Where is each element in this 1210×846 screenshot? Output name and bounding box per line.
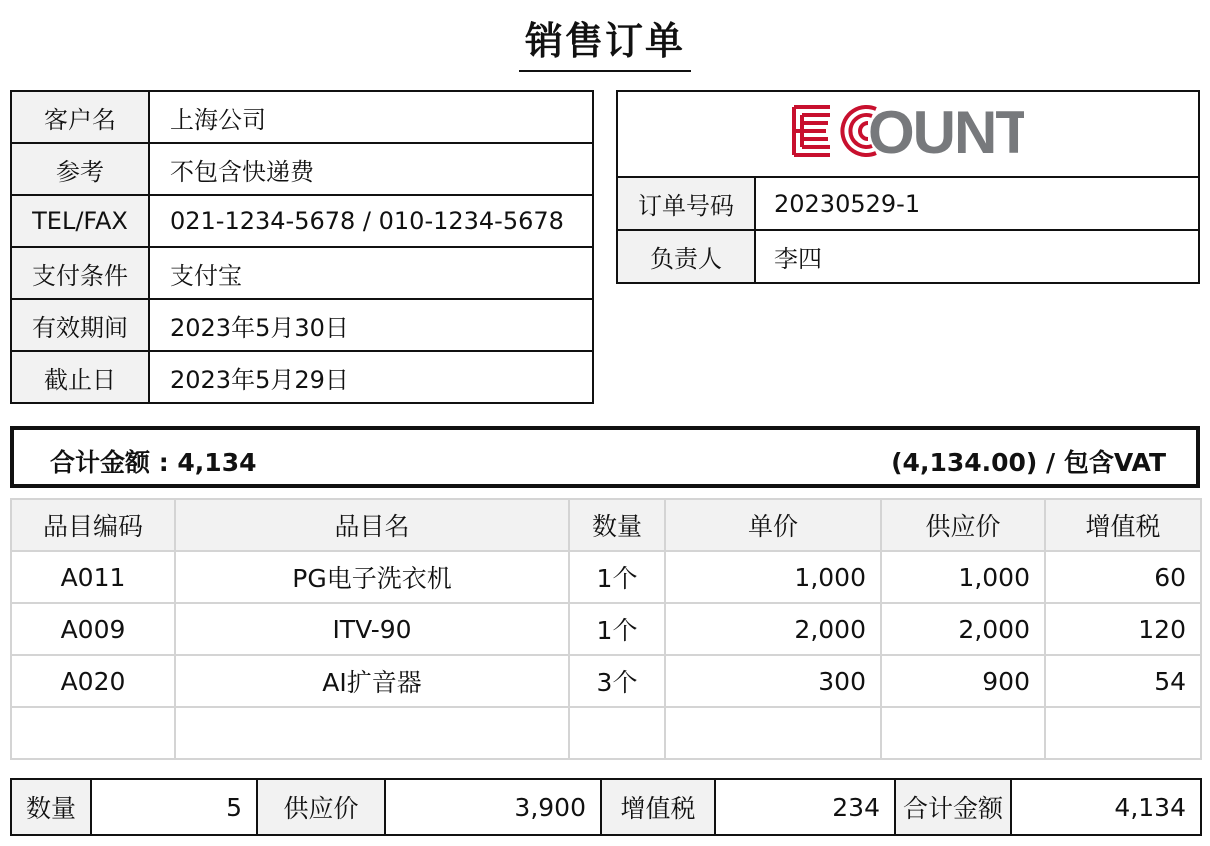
summary-value: 234: [715, 779, 895, 835]
ecount-logo: [792, 103, 1024, 159]
item-name: [175, 707, 569, 759]
info-row: [11, 91, 593, 143]
info-row: [11, 299, 593, 351]
summary-label: 数量: [11, 779, 91, 835]
total-amount-bar: [10, 426, 1200, 488]
info-row: [11, 143, 593, 195]
item-name: ITV-90: [175, 603, 569, 655]
order-row: [617, 230, 1199, 283]
summary-label: 合计金额: [895, 779, 1011, 835]
item-vat: 60: [1045, 551, 1201, 603]
item-code: A020: [11, 655, 175, 707]
summary-value: 5: [91, 779, 257, 835]
item-supply-price: 2,000: [881, 603, 1045, 655]
column-header: 增值税: [1045, 499, 1201, 551]
info-row: [11, 247, 593, 299]
info-label: 截止日: [11, 351, 149, 403]
order-row: [617, 177, 1199, 230]
info-value: 021-1234-5678 / 010-1234-5678: [149, 195, 593, 247]
column-header: 数量: [569, 499, 665, 551]
summary-table: [10, 778, 1202, 836]
info-value: 上海公司: [149, 91, 593, 143]
item-unit-price: 1,000: [665, 551, 881, 603]
table-row: [11, 655, 1201, 707]
item-code: A009: [11, 603, 175, 655]
info-label: 有效期间: [11, 299, 149, 351]
logo-wordmark: OUNT: [868, 103, 1024, 159]
order-value: 李四: [755, 230, 1199, 283]
item-unit-price: [665, 707, 881, 759]
summary-row: [11, 779, 1201, 835]
info-label: 支付条件: [11, 247, 149, 299]
item-name: AI扩音器: [175, 655, 569, 707]
logo-cell: [617, 91, 1199, 177]
order-label: 订单号码: [617, 177, 755, 230]
info-label: 客户名: [11, 91, 149, 143]
item-qty: 1个: [569, 551, 665, 603]
summary-label: 供应价: [257, 779, 385, 835]
item-unit-price: 300: [665, 655, 881, 707]
order-label: 负责人: [617, 230, 755, 283]
item-code: [11, 707, 175, 759]
info-label: 参考: [11, 143, 149, 195]
item-qty: 1个: [569, 603, 665, 655]
items-table: [10, 498, 1202, 760]
info-row: [11, 195, 593, 247]
column-header: 品目编码: [11, 499, 175, 551]
item-vat: 120: [1045, 603, 1201, 655]
item-name: PG电子洗衣机: [175, 551, 569, 603]
order-value: 20230529-1: [755, 177, 1199, 230]
item-supply-price: 1,000: [881, 551, 1045, 603]
summary-value: 4,134: [1011, 779, 1201, 835]
item-qty: [569, 707, 665, 759]
total-amount-label: 合计金额 : 4,134: [50, 448, 257, 477]
items-header-row: [11, 499, 1201, 551]
item-supply-price: 900: [881, 655, 1045, 707]
summary-label: 增值税: [601, 779, 715, 835]
order-info-table: [616, 90, 1200, 284]
info-value: 支付宝: [149, 247, 593, 299]
summary-value: 3,900: [385, 779, 601, 835]
table-row: [11, 551, 1201, 603]
info-value: 2023年5月29日: [149, 351, 593, 403]
info-row: [11, 351, 593, 403]
item-vat: [1045, 707, 1201, 759]
table-row: [11, 707, 1201, 759]
table-row: [11, 603, 1201, 655]
column-header: 供应价: [881, 499, 1045, 551]
item-supply-price: [881, 707, 1045, 759]
document-title-wrap: [0, 14, 1210, 72]
item-vat: 54: [1045, 655, 1201, 707]
item-qty: 3个: [569, 655, 665, 707]
info-label: TEL/FAX: [11, 195, 149, 247]
info-value: 不包含快递费: [149, 143, 593, 195]
item-code: A011: [11, 551, 175, 603]
column-header: 品目名: [175, 499, 569, 551]
document-title: 销售订单: [519, 14, 691, 72]
total-amount-vat: (4,134.00) / 包含VAT: [891, 448, 1166, 477]
customer-info-table: [10, 90, 594, 404]
item-unit-price: 2,000: [665, 603, 881, 655]
column-header: 单价: [665, 499, 881, 551]
info-value: 2023年5月30日: [149, 299, 593, 351]
